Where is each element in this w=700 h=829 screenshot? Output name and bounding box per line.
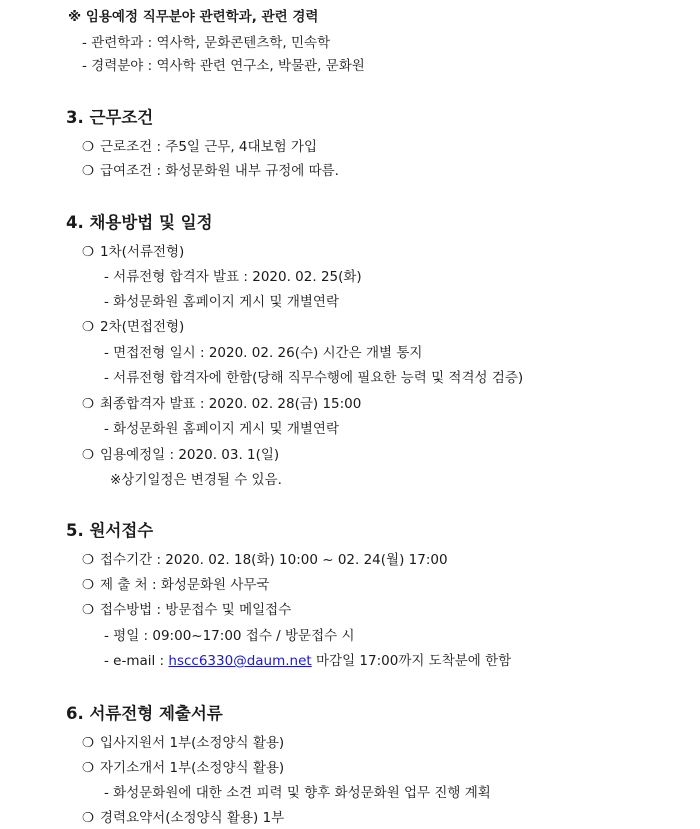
final-notice: - 화성문화원 홈페이지 게시 및 개별연락 [104,421,339,437]
intro-note: ※ 임용예정 직무분야 관련학과, 관련 경력 [68,9,319,25]
weekday-hours: - 평일 : 09:00~17:00 접수 / 방문접수 시 [104,628,355,644]
round-2-eligibility: - 서류전형 합격자에 한함(당해 직무수행에 필요한 능력 및 적격성 검증) [104,370,524,386]
bullet-icon: ❍ [82,163,95,179]
section-4-title: 4. 채용방법 및 일정 [66,213,213,232]
bullet-icon: ❍ [82,760,95,776]
email-line: - e-mail : hscc6330@daum.net 마감일 17:00까지 도착분에 한함 [104,653,512,669]
section-3-title: 3. 근무조건 [66,108,154,127]
bullet-icon: ❍ [82,244,95,260]
round-1: ❍ 1차(서류전형) [82,244,185,260]
final-announcement: ❍ 최종합격자 발표 : 2020. 02. 28(금) 15:00 [82,396,362,412]
work-condition-item: ❍ 근로조건 : 주5일 근무, 4대보험 가입 [82,139,318,155]
submission-place: ❍ 제 출 처 : 화성문화원 사무국 [82,577,270,593]
submission-method: ❍ 접수방법 : 방문접수 및 메일접수 [82,602,292,618]
document-self-intro: ❍ 자기소개서 1부(소정양식 활용) [82,760,285,776]
salary-condition-item: ❍ 급여조건 : 화성문화원 내부 규정에 따름. [82,163,339,179]
email-link[interactable]: hscc6330@daum.net [168,653,312,669]
application-period: ❍ 접수기간 : 2020. 02. 18(화) 10:00 ~ 02. 24(월) 17:00 [82,552,448,568]
bullet-icon: ❍ [82,319,95,335]
bullet-icon: ❍ [82,735,95,751]
bullet-icon: ❍ [82,810,95,826]
bullet-icon: ❍ [82,552,95,568]
schedule-change-note: ※상기일정은 변경될 수 있음. [110,472,282,488]
bullet-icon: ❍ [82,139,95,155]
document-career-summary: ❍ 경력요약서(소정양식 활용) 1부 [82,810,285,826]
section-5-title: 5. 원서접수 [66,521,154,540]
round-1-announcement: - 서류전형 합격자 발표 : 2020. 02. 25(화) [104,269,362,285]
related-departments: - 관련학과 : 역사학, 문화콘텐츠학, 민속학 [82,35,331,51]
bullet-icon: ❍ [82,577,95,593]
round-1-notice: - 화성문화원 홈페이지 게시 및 개별연락 [104,294,339,310]
self-intro-detail: - 화성문화원에 대한 소견 피력 및 향후 화성문화원 업무 진행 계획 [104,785,491,801]
appointment-date: ❍ 임용예정일 : 2020. 03. 1(일) [82,447,280,463]
round-2-schedule: - 면접전형 일시 : 2020. 02. 26(수) 시간은 개별 통지 [104,345,423,361]
section-6-title: 6. 서류전형 제출서류 [66,704,223,723]
career-fields: - 경력분야 : 역사학 관련 연구소, 박물관, 문화원 [82,58,365,74]
bullet-icon: ❍ [82,602,95,618]
bullet-icon: ❍ [82,396,95,412]
bullet-icon: ❍ [82,447,95,463]
document-application: ❍ 입사지원서 1부(소정양식 활용) [82,735,285,751]
round-2: ❍ 2차(면접전형) [82,319,185,335]
